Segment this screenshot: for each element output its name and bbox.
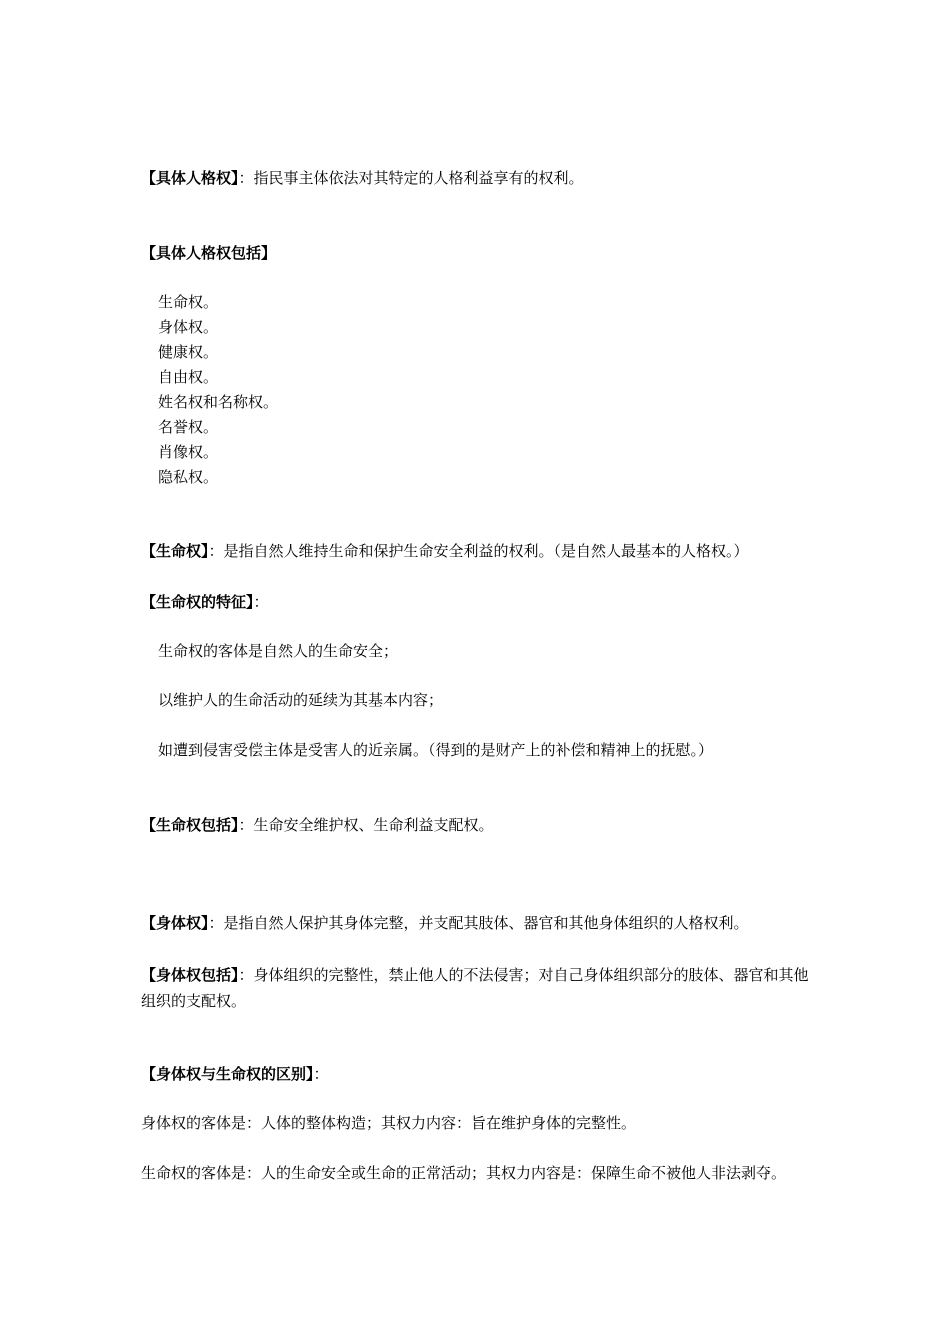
heading: 【身体权】 [141, 914, 209, 932]
body-right-definition [141, 913, 821, 934]
colon: ： [313, 1065, 329, 1083]
list-item: 隐私权。 [158, 468, 219, 486]
heading: 【具体人格权】 [141, 169, 239, 187]
includes-heading [141, 243, 821, 264]
feature-item: 生命权的客体是自然人的生命安全； [158, 642, 399, 660]
list-item: 肖像权。 [158, 443, 219, 461]
life-includes [141, 815, 821, 836]
heading: 【身体权包括】 [141, 966, 239, 984]
feature-item: 以维护人的生命活动的延续为其基本内容； [158, 691, 444, 709]
list-item: 自由权。 [158, 368, 219, 386]
difference-heading [141, 1064, 821, 1085]
heading: 【生命权】 [141, 542, 209, 560]
list-item: 姓名权和名称权。 [158, 393, 279, 411]
heading: 【生命权包括】 [141, 816, 239, 834]
specific-rights-definition [141, 168, 821, 189]
colon: ： [253, 593, 269, 611]
definition-text: ：身体组织的完整性，禁止他人的不法侵害；对自己身体组织部分的肢体、器官和其他组织的支配权。 [141, 966, 809, 1010]
definition-text: ：是指自然人维持生命和保护生命安全利益的权利。（是自然人最基本的人格权。） [208, 542, 749, 560]
life-features-heading [141, 592, 821, 613]
list-item: 名誉权。 [158, 418, 219, 436]
body-includes [141, 962, 821, 1014]
definition-text: ：是指自然人保护其身体完整，并支配其肢体、器官和其他身体组织的人格权利。 [208, 914, 749, 932]
heading: 【生命权的特征】 [141, 593, 254, 611]
list-item: 健康权。 [158, 343, 219, 361]
heading: 【身体权与生命权的区别】 [141, 1065, 314, 1083]
definition-text: ：生命安全维护权、生命利益支配权。 [238, 816, 494, 834]
list-item: 生命权。 [158, 293, 219, 311]
life-object-text: 生命权的客体是：人的生命安全或生命的正常活动；其权力内容是：保障生命不被他人非法剥夺。 [141, 1164, 787, 1182]
list-item: 身体权。 [158, 318, 219, 336]
feature-item: 如遭到侵害受偿主体是受害人的近亲属。（得到的是财产上的补偿和精神上的抚慰。） [158, 741, 714, 759]
life-right-definition [141, 541, 821, 562]
heading: 【具体人格权包括】 [141, 244, 277, 262]
body-object-text: 身体权的客体是：人体的整体构造；其权力内容：旨在维护身体的完整性。 [141, 1114, 637, 1132]
definition-text: ：指民事主体依法对其特定的人格利益享有的权利。 [238, 169, 584, 187]
